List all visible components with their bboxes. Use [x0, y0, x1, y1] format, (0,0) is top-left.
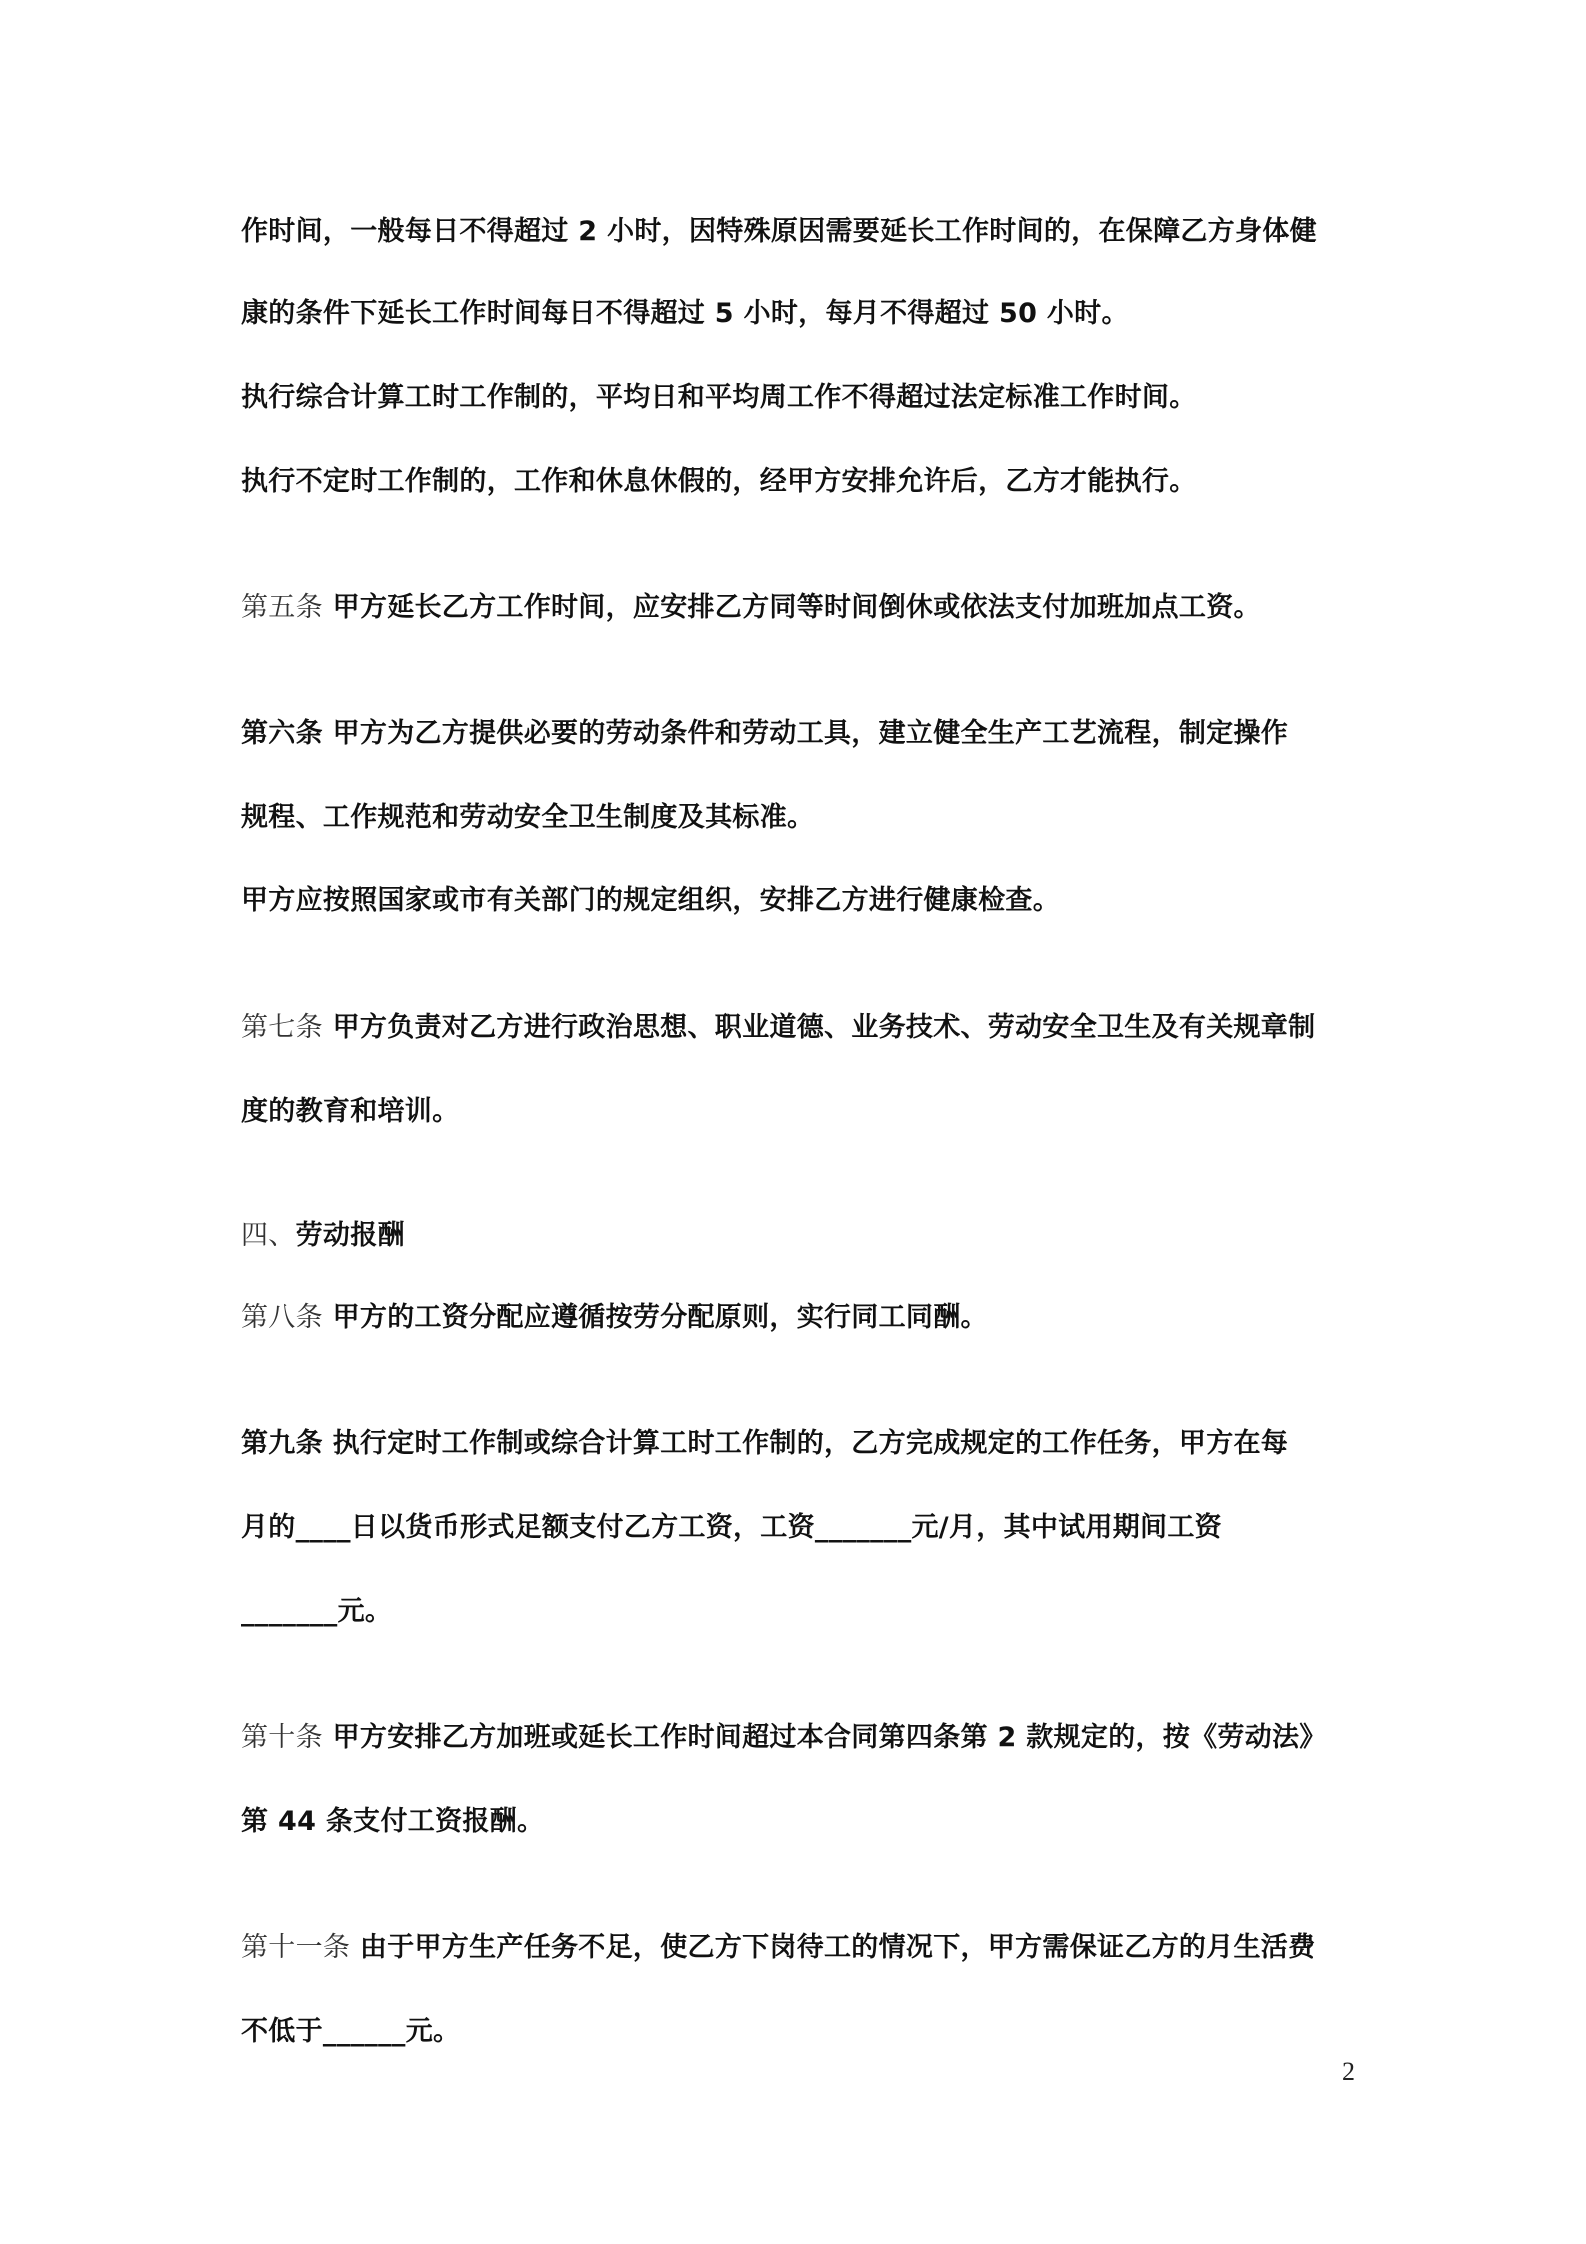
article-text: 甲方延长乙方工作时间，应安排乙方同等时间倒休或依法支付加班加点工资。 — [322, 592, 1261, 623]
text-line: 甲方应按照国家或市有关部门的规定组织，安排乙方进行健康检查。 — [241, 885, 1060, 916]
text-line: 作时间，一般每日不得超过 2 小时，因特殊原因需要延长工作时间的，在保障乙方身体健 — [241, 216, 1317, 247]
section-heading — [241, 1216, 405, 1256]
article-label: 第七条 — [241, 1012, 323, 1043]
article-5 — [241, 588, 1261, 628]
text-line: 第 44 条支付工资报酬。 — [241, 1806, 545, 1837]
text-line: 月的____日以货币形式足额支付乙方工资，工资_______元/月，其中试用期间工资 — [241, 1512, 1222, 1543]
text-line: 规程、工作规范和劳动安全卫生制度及其标准。 — [241, 802, 815, 833]
text-line: 执行不定时工作制的，工作和休息休假的，经甲方安排允许后，乙方才能执行。 — [241, 466, 1197, 497]
article-label: 第八条 — [241, 1302, 323, 1333]
article-label: 第十条 — [241, 1722, 323, 1753]
article-6: 第六条 甲方为乙方提供必要的劳动条件和劳动工具，建立健全生产工艺流程，制定操作 — [241, 718, 1289, 749]
article-11 — [241, 1928, 1315, 1968]
text-line: 度的教育和培训。 — [241, 1096, 460, 1127]
article-text: 由于甲方生产任务不足，使乙方下岗待工的情况下，甲方需保证乙方的月生活费 — [350, 1932, 1316, 1963]
page-number: 2 — [1342, 2057, 1355, 2086]
text-line: 不低于______元。 — [241, 2016, 461, 2047]
article-9: 第九条 执行定时工作制或综合计算工时工作制的，乙方完成规定的工作任务，甲方在每 — [241, 1428, 1289, 1459]
article-label: 第十一条 — [241, 1932, 351, 1963]
article-7 — [241, 1008, 1315, 1048]
article-text: 甲方安排乙方加班或延长工作时间超过本合同第四条第 2 款规定的，按《劳动法》 — [322, 1722, 1327, 1753]
article-text: 甲方负责对乙方进行政治思想、职业道德、业务技术、劳动安全卫生及有关规章制 — [322, 1012, 1316, 1043]
article-10 — [241, 1718, 1327, 1758]
text-line: 执行综合计算工时工作制的，平均日和平均周工作不得超过法定标准工作时间。 — [241, 382, 1197, 413]
text-line: 康的条件下延长工作时间每日不得超过 5 小时，每月不得超过 50 小时。 — [241, 298, 1129, 329]
section-number: 四、 — [241, 1220, 296, 1251]
text-line: _______元。 — [241, 1596, 393, 1627]
article-8 — [241, 1298, 988, 1338]
article-label: 第五条 — [241, 592, 323, 623]
section-title: 劳动报酬 — [295, 1220, 405, 1251]
article-text: 甲方的工资分配应遵循按劳分配原则，实行同工同酬。 — [322, 1302, 988, 1333]
